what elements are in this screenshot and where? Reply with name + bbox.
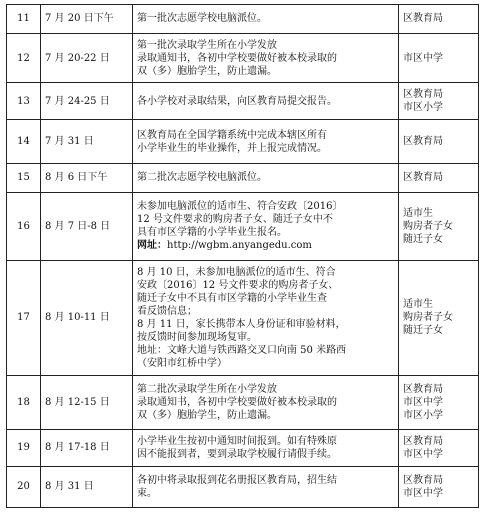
item-line: 区教育局在全国学籍系统中完成本辖区所有 <box>137 129 327 141</box>
table-row <box>7 163 479 192</box>
item-line: 未参加电脑派位的适市生、符合安政〔2016〕 <box>137 201 343 213</box>
responsible-line: 市区小学 <box>403 409 443 421</box>
row-responsible <box>399 33 479 82</box>
item-line: 各小学校对录取结果，向区教育局提交报告。 <box>137 95 337 107</box>
registration-url[interactable]: http://wgbm.anyangedu.com <box>167 240 312 252</box>
row-item <box>133 33 399 82</box>
row-item <box>133 5 399 34</box>
item-line: 按反馈时间参加现场复审。 <box>137 331 257 343</box>
row-date: 8 月 6 日下午 <box>41 163 133 192</box>
row-date: 8 月 17-18 日 <box>41 429 133 466</box>
item-line: 地址：文峰大道与铁西路交叉口向南 50 米路西 <box>137 344 347 356</box>
responsible-line: 市区中学 <box>403 52 443 64</box>
row-number: 18 <box>7 376 41 430</box>
row-responsible <box>399 429 479 466</box>
item-line: 随迁子女中不具有市区学籍的小学毕业生查 <box>137 292 327 304</box>
row-date: 7 月 24-25 日 <box>41 83 133 120</box>
responsible-line: 购房者子女 <box>403 312 453 324</box>
row-number: 11 <box>7 5 41 34</box>
row-item <box>133 83 399 120</box>
item-line: （安阳市红桥中学） <box>137 357 227 369</box>
row-item <box>133 192 399 260</box>
item-line: 12 号文件要求的购房者子女、随迁子女中不 <box>137 214 333 226</box>
responsible-line: 区教育局 <box>403 172 443 184</box>
row-date: 8 月 7 日-8 日 <box>41 192 133 260</box>
row-number: 14 <box>7 120 41 163</box>
responsible-line: 市区小学 <box>403 102 443 114</box>
row-item <box>133 163 399 192</box>
enrollment-schedule-table <box>6 4 479 508</box>
row-number: 12 <box>7 33 41 82</box>
row-date: 7 月 31 日 <box>41 120 133 163</box>
row-responsible <box>399 120 479 163</box>
responsible-line: 购房者子女 <box>403 220 453 232</box>
row-responsible <box>399 466 479 507</box>
row-responsible <box>399 376 479 430</box>
item-line: 双（多）胞胎学生，防止遗漏。 <box>137 409 277 421</box>
row-item <box>133 260 399 375</box>
responsible-line: 区教育局 <box>403 13 443 25</box>
row-number: 20 <box>7 466 41 507</box>
item-line: 第二批次志愿学校电脑派位。 <box>137 172 267 184</box>
row-responsible <box>399 163 479 192</box>
url-label: 网址： <box>137 240 167 252</box>
row-date: 7 月 20 日下午 <box>41 5 133 34</box>
item-line: 第二批次录取学生所在小学发放 <box>137 383 277 395</box>
row-date: 7 月 20-22 日 <box>41 33 133 82</box>
table-row <box>7 192 479 260</box>
item-line: 看反馈信息； <box>137 305 197 317</box>
table-row <box>7 83 479 120</box>
item-line: 第一批次录取学生所在小学发放 <box>137 39 277 51</box>
row-responsible <box>399 83 479 120</box>
item-line: 束。 <box>137 487 157 499</box>
item-line: 各初中将录取报到花名册报区教育局，招生结 <box>137 474 337 486</box>
responsible-line: 市区中学 <box>403 487 443 499</box>
responsible-line: 区教育局 <box>403 89 443 101</box>
item-line: 8 月 11 日，家长携带本人身份证和审验材料， <box>137 318 346 330</box>
responsible-line: 区教育局 <box>403 435 443 447</box>
row-item <box>133 429 399 466</box>
item-line: 小学毕业生按初中通知时间报到。如有特殊原 <box>137 435 337 447</box>
item-line: 8 月 10 日，未参加电脑派位的适市生、符合 <box>137 266 336 278</box>
table-row <box>7 260 479 375</box>
row-item <box>133 120 399 163</box>
row-date: 8 月 31 日 <box>41 466 133 507</box>
item-line: 安政〔2016〕12 号文件要求的购房者子女、 <box>137 279 339 291</box>
responsible-line: 随迁子女 <box>403 233 443 245</box>
table-row <box>7 5 479 34</box>
responsible-line: 区教育局 <box>403 136 443 148</box>
row-responsible <box>399 5 479 34</box>
row-number: 15 <box>7 163 41 192</box>
item-line: 双（多）胞胎学生，防止遗漏。 <box>137 65 277 77</box>
schedule-table-container <box>6 4 478 508</box>
table-row <box>7 466 479 507</box>
responsible-line: 市区中学 <box>403 448 443 460</box>
row-date: 8 月 10-11 日 <box>41 260 133 375</box>
item-line: 录取通知书，各初中学校要做好被本校录取的 <box>137 52 337 64</box>
row-number: 17 <box>7 260 41 375</box>
item-line: 录取通知书，各初中学校要做好被本校录取的 <box>137 396 337 408</box>
responsible-line: 区教育局 <box>403 383 443 395</box>
responsible-line: 适市生 <box>403 207 433 219</box>
row-number: 16 <box>7 192 41 260</box>
item-line: 因不能报到者，要到录取学校履行请假手续。 <box>137 448 337 460</box>
responsible-line: 随迁子女 <box>403 325 443 337</box>
responsible-line: 市区中学 <box>403 396 443 408</box>
table-row <box>7 429 479 466</box>
item-line: 小学毕业生的毕业操作，并上报完成情况。 <box>137 142 327 154</box>
row-item <box>133 376 399 430</box>
row-responsible <box>399 192 479 260</box>
responsible-line: 区教育局 <box>403 474 443 486</box>
row-date: 8 月 12-15 日 <box>41 376 133 430</box>
table-row <box>7 33 479 82</box>
table-row <box>7 120 479 163</box>
row-responsible <box>399 260 479 375</box>
table-row <box>7 376 479 430</box>
item-line: 第一批次志愿学校电脑派位。 <box>137 13 267 25</box>
row-number: 19 <box>7 429 41 466</box>
row-item <box>133 466 399 507</box>
item-line: 具有市区学籍的小学毕业生报名。 <box>137 227 287 239</box>
responsible-line: 适市生 <box>403 299 433 311</box>
row-number: 13 <box>7 83 41 120</box>
registration-url-line <box>137 239 394 252</box>
